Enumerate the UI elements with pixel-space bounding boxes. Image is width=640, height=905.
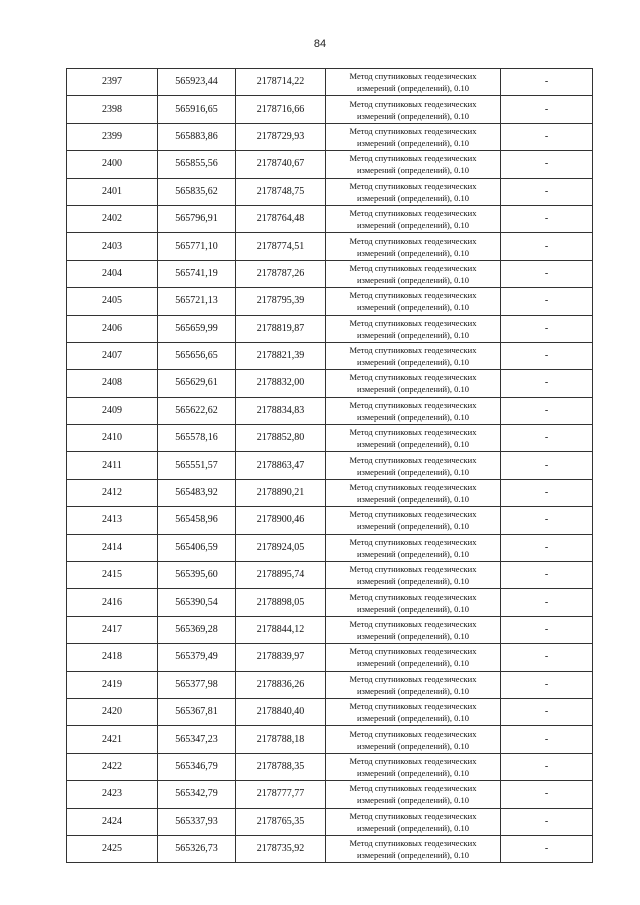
x-coordinate-cell: 565483,92 [158,479,236,506]
x-coordinate-cell: 565395,60 [158,562,236,589]
point-number-cell: 2419 [67,671,158,698]
table-row [67,315,593,342]
method-cell [326,96,501,123]
y-coordinate-cell: 2178774,51 [236,233,326,260]
note-cell: - [501,370,593,397]
method-line-2: измерений (определений), 0.10 [357,247,469,258]
table-row [67,808,593,835]
y-coordinate-cell: 2178852,80 [236,425,326,452]
method-cell [326,534,501,561]
method-line-1: Метод спутниковых геодезических [349,208,477,219]
point-number-cell: 2398 [67,96,158,123]
table-row [67,781,593,808]
method-line-2: измерений (определений), 0.10 [357,110,469,121]
y-coordinate-cell: 2178895,74 [236,562,326,589]
y-coordinate-cell: 2178777,77 [236,781,326,808]
note-cell: - [501,397,593,424]
y-coordinate-cell: 2178839,97 [236,644,326,671]
note-cell: - [501,507,593,534]
x-coordinate-cell: 565369,28 [158,616,236,643]
table-row [67,370,593,397]
y-coordinate-cell: 2178764,48 [236,205,326,232]
note-cell: - [501,589,593,616]
method-cell [326,178,501,205]
y-coordinate-cell: 2178716,66 [236,96,326,123]
method-cell [326,205,501,232]
method-cell [326,288,501,315]
x-coordinate-cell: 565551,57 [158,452,236,479]
coordinates-table-body [67,69,593,863]
method-cell [326,808,501,835]
point-number-cell: 2418 [67,644,158,671]
y-coordinate-cell: 2178900,46 [236,507,326,534]
method-cell [326,123,501,150]
method-cell [326,616,501,643]
note-cell: - [501,671,593,698]
point-number-cell: 2397 [67,69,158,96]
x-coordinate-cell: 565916,65 [158,96,236,123]
method-line-2: измерений (определений), 0.10 [357,631,469,641]
y-coordinate-cell: 2178729,93 [236,123,326,150]
method-line-1: Метод спутниковых геодезических [349,591,477,602]
table-row [67,151,593,178]
note-cell: - [501,123,593,150]
y-coordinate-cell: 2178863,47 [236,452,326,479]
x-coordinate-cell: 565629,61 [158,370,236,397]
x-coordinate-cell: 565883,86 [158,123,236,150]
y-coordinate-cell: 2178795,39 [236,288,326,315]
table-row [67,726,593,753]
point-number-cell: 2408 [67,370,158,397]
method-cell [326,151,501,178]
method-cell [326,589,501,616]
method-line-1: Метод спутниковых геодезических [349,564,477,575]
method-line-2: измерений (определений), 0.10 [357,137,469,148]
point-number-cell: 2400 [67,151,158,178]
table-row [67,835,593,862]
table-row [67,233,593,260]
point-number-cell: 2420 [67,698,158,725]
note-cell: - [501,781,593,808]
method-line-1: Метод спутниковых геодезических [349,427,477,438]
point-number-cell: 2412 [67,479,158,506]
table-row [67,507,593,534]
method-cell [326,315,501,342]
method-cell [326,562,501,589]
note-cell: - [501,260,593,287]
x-coordinate-cell: 565622,62 [158,397,236,424]
table-row [67,342,593,369]
point-number-cell: 2425 [67,835,158,862]
method-line-2: измерений (определений), 0.10 [357,740,469,751]
y-coordinate-cell: 2178788,35 [236,753,326,780]
x-coordinate-cell: 565741,19 [158,260,236,287]
y-coordinate-cell: 2178898,05 [236,589,326,616]
y-coordinate-cell: 2178844,12 [236,616,326,643]
method-line-1: Метод спутниковых геодезических [349,235,477,246]
method-line-2: измерений (определений), 0.10 [357,494,469,505]
method-line-2: измерений (определений), 0.10 [357,767,469,778]
x-coordinate-cell: 565346,79 [158,753,236,780]
table-row [67,671,593,698]
method-cell [326,370,501,397]
point-number-cell: 2424 [67,808,158,835]
note-cell: - [501,534,593,561]
table-row [67,397,593,424]
x-coordinate-cell: 565796,91 [158,205,236,232]
y-coordinate-cell: 2178788,18 [236,726,326,753]
note-cell: - [501,342,593,369]
point-number-cell: 2415 [67,562,158,589]
method-cell [326,69,501,96]
table-row [67,260,593,287]
point-number-cell: 2416 [67,589,158,616]
note-cell: - [501,835,593,862]
method-line-2: измерений (определений), 0.10 [357,466,469,477]
table-row [67,753,593,780]
y-coordinate-cell: 2178819,87 [236,315,326,342]
table-row [67,452,593,479]
method-line-2: измерений (определений), 0.10 [357,850,469,861]
point-number-cell: 2413 [67,507,158,534]
x-coordinate-cell: 565342,79 [158,781,236,808]
x-coordinate-cell: 565458,96 [158,507,236,534]
method-line-2: измерений (определений), 0.10 [357,329,469,340]
point-number-cell: 2407 [67,342,158,369]
method-cell [326,698,501,725]
method-line-1: Метод спутниковых геодезических [349,509,477,520]
method-cell [326,753,501,780]
method-line-2: измерений (определений), 0.10 [357,658,469,669]
method-line-1: Метод спутниковых геодезических [349,399,477,410]
method-cell [326,425,501,452]
method-line-2: измерений (определений), 0.10 [357,274,469,285]
x-coordinate-cell: 565406,59 [158,534,236,561]
method-line-2: измерений (определений), 0.10 [357,576,469,587]
method-line-1: Метод спутниковых геодезических [349,673,477,684]
method-line-1: Метод спутниковых геодезических [349,180,477,191]
point-number-cell: 2411 [67,452,158,479]
y-coordinate-cell: 2178832,00 [236,370,326,397]
page-number: 84 [313,38,327,50]
method-line-1: Метод спутниковых геодезических [349,482,477,493]
method-cell [326,835,501,862]
method-cell [326,479,501,506]
table-row [67,123,593,150]
y-coordinate-cell: 2178840,40 [236,698,326,725]
method-line-1: Метод спутниковых геодезических [349,454,477,465]
method-line-2: измерений (определений), 0.10 [357,384,469,395]
method-line-1: Метод спутниковых геодезических [349,153,477,164]
point-number-cell: 2406 [67,315,158,342]
y-coordinate-cell: 2178890,21 [236,479,326,506]
note-cell: - [501,69,593,96]
y-coordinate-cell: 2178748,75 [236,178,326,205]
method-line-2: измерений (определений), 0.10 [357,548,469,559]
method-line-2: измерений (определений), 0.10 [357,165,469,176]
table-row [67,698,593,725]
note-cell: - [501,96,593,123]
note-cell: - [501,644,593,671]
note-cell: - [501,562,593,589]
point-number-cell: 2403 [67,233,158,260]
method-line-1: Метод спутниковых геодезических [349,345,477,356]
method-line-1: Метод спутниковых геодезических [349,372,477,383]
method-cell [326,644,501,671]
table-row [67,479,593,506]
method-line-1: Метод спутниковых геодезических [349,98,477,109]
note-cell: - [501,808,593,835]
x-coordinate-cell: 565923,44 [158,69,236,96]
method-line-2: измерений (определений), 0.10 [357,521,469,532]
table-row [67,562,593,589]
note-cell: - [501,151,593,178]
method-cell [326,507,501,534]
table-row [67,96,593,123]
point-number-cell: 2399 [67,123,158,150]
point-number-cell: 2414 [67,534,158,561]
note-cell: - [501,479,593,506]
point-number-cell: 2422 [67,753,158,780]
y-coordinate-cell: 2178924,05 [236,534,326,561]
method-cell [326,781,501,808]
method-line-2: измерений (определений), 0.10 [357,795,469,806]
method-line-1: Метод спутниковых геодезических [349,125,477,136]
x-coordinate-cell: 565347,23 [158,726,236,753]
method-line-1: Метод спутниковых геодезических [349,783,477,794]
note-cell: - [501,205,593,232]
method-line-2: измерений (определений), 0.10 [357,192,469,203]
x-coordinate-cell: 565379,49 [158,644,236,671]
note-cell: - [501,315,593,342]
table-row [67,69,593,96]
x-coordinate-cell: 565855,56 [158,151,236,178]
point-number-cell: 2409 [67,397,158,424]
table-row [67,644,593,671]
y-coordinate-cell: 2178765,35 [236,808,326,835]
table-row [67,288,593,315]
method-cell [326,726,501,753]
method-line-1: Метод спутниковых геодезических [349,619,477,629]
method-line-2: измерений (определений), 0.10 [357,357,469,368]
y-coordinate-cell: 2178821,39 [236,342,326,369]
method-line-1: Метод спутниковых геодезических [349,536,477,547]
method-line-1: Метод спутниковых геодезических [349,728,477,739]
table-row [67,534,593,561]
method-line-2: измерений (определений), 0.10 [357,83,469,94]
method-line-2: измерений (определений), 0.10 [357,411,469,422]
method-cell [326,342,501,369]
method-line-1: Метод спутниковых геодезических [349,701,477,712]
table-row [67,589,593,616]
table-row [67,425,593,452]
method-line-1: Метод спутниковых геодезических [349,71,477,82]
method-line-1: Метод спутниковых геодезических [349,290,477,301]
coordinates-table [66,68,593,863]
x-coordinate-cell: 565326,73 [158,835,236,862]
method-line-1: Метод спутниковых геодезических [349,262,477,273]
note-cell: - [501,452,593,479]
method-line-1: Метод спутниковых геодезических [349,810,477,821]
note-cell: - [501,753,593,780]
note-cell: - [501,233,593,260]
point-number-cell: 2417 [67,616,158,643]
point-number-cell: 2421 [67,726,158,753]
y-coordinate-cell: 2178735,92 [236,835,326,862]
method-line-1: Метод спутниковых геодезических [349,755,477,766]
note-cell: - [501,726,593,753]
method-line-1: Метод спутниковых геодезических [349,838,477,849]
y-coordinate-cell: 2178836,26 [236,671,326,698]
point-number-cell: 2402 [67,205,158,232]
x-coordinate-cell: 565578,16 [158,425,236,452]
note-cell: - [501,698,593,725]
table-row [67,616,593,643]
x-coordinate-cell: 565390,54 [158,589,236,616]
x-coordinate-cell: 565659,99 [158,315,236,342]
method-line-2: измерений (определений), 0.10 [357,822,469,833]
method-line-1: Метод спутниковых геодезических [349,646,477,657]
method-line-2: измерений (определений), 0.10 [357,603,469,614]
point-number-cell: 2423 [67,781,158,808]
point-number-cell: 2401 [67,178,158,205]
note-cell: - [501,425,593,452]
y-coordinate-cell: 2178834,83 [236,397,326,424]
method-cell [326,397,501,424]
point-number-cell: 2410 [67,425,158,452]
y-coordinate-cell: 2178740,67 [236,151,326,178]
x-coordinate-cell: 565721,13 [158,288,236,315]
point-number-cell: 2404 [67,260,158,287]
y-coordinate-cell: 2178714,22 [236,69,326,96]
note-cell: - [501,178,593,205]
point-number-cell: 2405 [67,288,158,315]
method-line-2: измерений (определений), 0.10 [357,713,469,724]
method-line-2: измерений (определений), 0.10 [357,302,469,313]
method-line-2: измерений (определений), 0.10 [357,220,469,231]
method-cell [326,233,501,260]
method-cell [326,452,501,479]
note-cell: - [501,288,593,315]
table-row [67,178,593,205]
method-line-2: измерений (определений), 0.10 [357,685,469,696]
table-row [67,205,593,232]
method-cell [326,260,501,287]
x-coordinate-cell: 565835,62 [158,178,236,205]
x-coordinate-cell: 565367,81 [158,698,236,725]
note-cell: - [501,616,593,643]
y-coordinate-cell: 2178787,26 [236,260,326,287]
x-coordinate-cell: 565377,98 [158,671,236,698]
method-line-1: Метод спутниковых геодезических [349,317,477,328]
x-coordinate-cell: 565771,10 [158,233,236,260]
x-coordinate-cell: 565656,65 [158,342,236,369]
method-line-2: измерений (определений), 0.10 [357,439,469,450]
x-coordinate-cell: 565337,93 [158,808,236,835]
method-cell [326,671,501,698]
